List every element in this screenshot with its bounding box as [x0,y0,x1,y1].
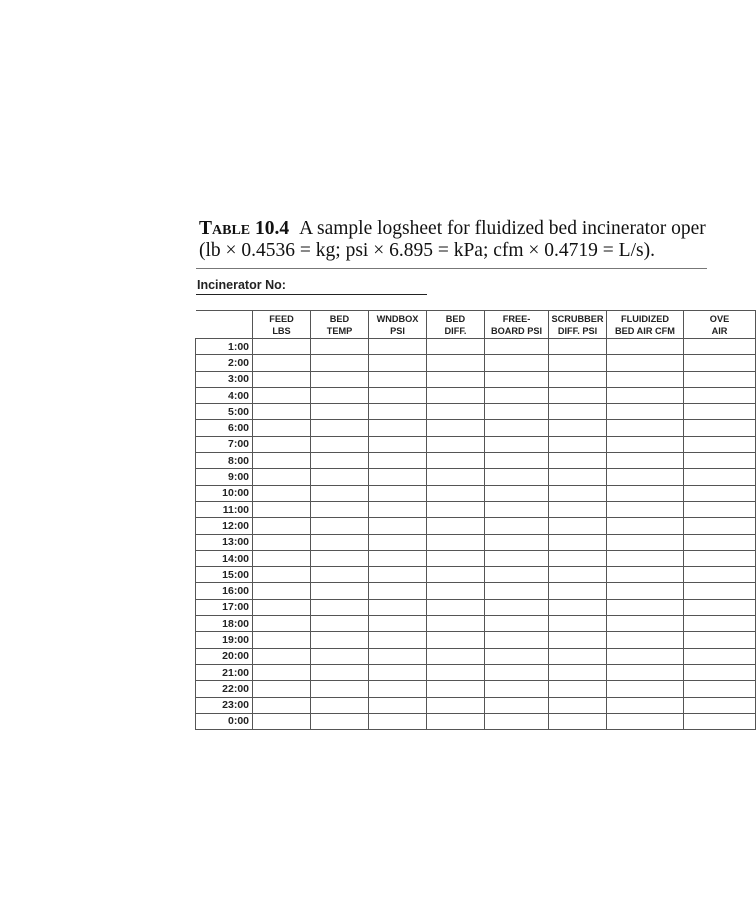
entry-cell[interactable] [485,387,549,403]
entry-cell[interactable] [549,632,607,648]
entry-cell[interactable] [427,681,485,697]
caption-line-1 [199,218,719,240]
entry-cell[interactable] [427,616,485,632]
entry-cell[interactable] [684,616,756,632]
entry-cell[interactable] [253,583,311,599]
entry-cell[interactable] [485,697,549,713]
entry-cell[interactable] [549,681,607,697]
entry-cell[interactable] [684,420,756,436]
time-cell: 12:00 [196,518,253,534]
entry-cell[interactable] [253,501,311,517]
entry-cell[interactable] [427,355,485,371]
column-header-line-2: DIFF. PSI [557,325,598,336]
table-row [196,404,756,420]
entry-cell[interactable] [485,404,549,420]
time-cell: 1:00 [196,339,253,355]
time-cell: 15:00 [196,567,253,583]
table-row [196,387,756,403]
entry-cell[interactable] [684,404,756,420]
entry-cell[interactable] [607,632,684,648]
entry-cell[interactable] [684,485,756,501]
column-header-line-2: PSI [390,325,405,336]
entry-cell[interactable] [607,501,684,517]
table-row [196,632,756,648]
entry-cell[interactable] [253,550,311,566]
column-header-line-2: BED AIR CFM [615,325,675,336]
entry-cell[interactable] [369,371,427,387]
entry-cell[interactable] [311,664,369,680]
entry-cell[interactable] [607,681,684,697]
entry-cell[interactable] [427,664,485,680]
time-cell: 11:00 [196,501,253,517]
column-header-line-1: FLUIDIZED [621,313,669,324]
entry-cell[interactable] [485,648,549,664]
incinerator-number-field[interactable] [196,294,427,295]
entry-cell[interactable] [311,469,369,485]
entry-cell[interactable] [607,371,684,387]
column-header [253,311,311,339]
entry-cell[interactable] [684,567,756,583]
entry-cell[interactable] [607,453,684,469]
entry-cell[interactable] [253,648,311,664]
entry-cell[interactable] [253,713,311,729]
entry-cell[interactable] [485,534,549,550]
entry-cell[interactable] [311,599,369,615]
table-row [196,420,756,436]
entry-cell[interactable] [485,681,549,697]
column-header [549,311,607,339]
entry-cell[interactable] [311,648,369,664]
entry-cell[interactable] [684,534,756,550]
entry-cell[interactable] [607,355,684,371]
entry-cell[interactable] [485,501,549,517]
entry-cell[interactable] [427,697,485,713]
entry-cell[interactable] [485,567,549,583]
entry-cell[interactable] [369,648,427,664]
entry-cell[interactable] [607,599,684,615]
table-row [196,485,756,501]
entry-cell[interactable] [549,501,607,517]
time-cell: 7:00 [196,436,253,452]
entry-cell[interactable] [427,339,485,355]
entry-cell[interactable] [549,583,607,599]
entry-cell[interactable] [427,567,485,583]
entry-cell[interactable] [607,697,684,713]
entry-cell[interactable] [549,599,607,615]
column-header-line-2: BOARD PSI [490,325,543,336]
column-header [607,311,684,339]
entry-cell[interactable] [549,616,607,632]
entry-cell[interactable] [253,485,311,501]
entry-cell[interactable] [427,404,485,420]
entry-cell[interactable] [549,469,607,485]
time-cell: 22:00 [196,681,253,697]
entry-cell[interactable] [549,518,607,534]
time-cell: 2:00 [196,355,253,371]
entry-cell[interactable] [607,567,684,583]
table-row [196,681,756,697]
entry-cell[interactable] [369,599,427,615]
entry-cell[interactable] [549,697,607,713]
table-row [196,616,756,632]
entry-cell[interactable] [369,436,427,452]
entry-cell[interactable] [684,387,756,403]
entry-cell[interactable] [549,713,607,729]
entry-cell[interactable] [311,387,369,403]
table-row [196,534,756,550]
entry-cell[interactable] [253,453,311,469]
column-header-line-2: DIFF. [444,325,467,336]
time-cell: 10:00 [196,485,253,501]
table-header-row [196,311,756,339]
entry-cell[interactable] [311,436,369,452]
caption-title: A sample logsheet for fluidized bed incinerator oper [299,218,706,239]
entry-cell[interactable] [369,469,427,485]
entry-cell[interactable] [684,599,756,615]
entry-cell[interactable] [607,550,684,566]
table-row [196,550,756,566]
entry-cell[interactable] [253,567,311,583]
entry-cell[interactable] [485,616,549,632]
entry-cell[interactable] [311,339,369,355]
time-cell: 20:00 [196,648,253,664]
entry-cell[interactable] [607,339,684,355]
entry-cell[interactable] [485,469,549,485]
entry-cell[interactable] [369,567,427,583]
entry-cell[interactable] [311,583,369,599]
time-cell: 6:00 [196,420,253,436]
time-cell: 8:00 [196,453,253,469]
caption-line-2: (lb × 0.4536 = kg; psi × 6.895 = kPa; cfm × 0.4719 = L/s). [199,240,655,261]
entry-cell[interactable] [485,339,549,355]
entry-cell[interactable] [311,632,369,648]
entry-cell[interactable] [369,501,427,517]
entry-cell[interactable] [684,648,756,664]
table-row [196,567,756,583]
entry-cell[interactable] [485,518,549,534]
table-label: Table 10.4 [199,218,290,239]
entry-cell[interactable] [427,518,485,534]
entry-cell[interactable] [485,632,549,648]
entry-cell[interactable] [549,534,607,550]
entry-cell[interactable] [253,534,311,550]
logsheet-table [195,310,756,730]
entry-cell[interactable] [607,420,684,436]
entry-cell[interactable] [684,355,756,371]
entry-cell[interactable] [684,501,756,517]
entry-cell[interactable] [427,453,485,469]
entry-cell[interactable] [311,697,369,713]
entry-cell[interactable] [253,404,311,420]
entry-cell[interactable] [684,713,756,729]
table-row [196,697,756,713]
entry-cell[interactable] [684,664,756,680]
entry-cell[interactable] [369,453,427,469]
column-header-line-1: WNDBOX [376,313,419,324]
entry-cell[interactable] [549,387,607,403]
time-cell: 4:00 [196,387,253,403]
entry-cell[interactable] [369,339,427,355]
time-column-header [196,311,253,339]
entry-cell[interactable] [485,453,549,469]
entry-cell[interactable] [311,518,369,534]
entry-cell[interactable] [253,387,311,403]
entry-cell[interactable] [607,387,684,403]
table-row [196,583,756,599]
entry-cell[interactable] [485,355,549,371]
table-row [196,453,756,469]
entry-cell[interactable] [369,420,427,436]
entry-cell[interactable] [485,599,549,615]
entry-cell[interactable] [253,469,311,485]
entry-cell[interactable] [684,681,756,697]
incinerator-number-label: Incinerator No: [197,278,286,292]
entry-cell[interactable] [684,469,756,485]
entry-cell[interactable] [427,583,485,599]
entry-cell[interactable] [369,664,427,680]
entry-cell[interactable] [607,616,684,632]
table-caption [199,218,719,262]
table-body [196,339,756,730]
table-row [196,599,756,615]
entry-cell[interactable] [684,697,756,713]
column-header [427,311,485,339]
entry-cell[interactable] [549,420,607,436]
entry-cell[interactable] [485,485,549,501]
logsheet-table-wrapper [195,310,730,730]
table-row [196,518,756,534]
entry-cell[interactable] [369,355,427,371]
caption-rule [196,268,707,269]
column-header-line-2: AIR [711,325,728,336]
entry-cell[interactable] [485,550,549,566]
entry-cell[interactable] [369,616,427,632]
entry-cell[interactable] [549,485,607,501]
entry-cell[interactable] [427,469,485,485]
entry-cell[interactable] [607,583,684,599]
entry-cell[interactable] [549,339,607,355]
entry-cell[interactable] [369,518,427,534]
entry-cell[interactable] [549,550,607,566]
entry-cell[interactable] [549,664,607,680]
entry-cell[interactable] [549,436,607,452]
table-row [196,371,756,387]
entry-cell[interactable] [607,534,684,550]
entry-cell[interactable] [253,664,311,680]
column-header [485,311,549,339]
entry-cell[interactable] [607,485,684,501]
entry-cell[interactable] [607,648,684,664]
entry-cell[interactable] [549,404,607,420]
entry-cell[interactable] [253,632,311,648]
entry-cell[interactable] [607,664,684,680]
entry-cell[interactable] [549,371,607,387]
table-row [196,713,756,729]
entry-cell[interactable] [311,534,369,550]
entry-cell[interactable] [427,550,485,566]
entry-cell[interactable] [311,550,369,566]
entry-cell[interactable] [253,599,311,615]
entry-cell[interactable] [253,371,311,387]
column-header [684,311,756,339]
entry-cell[interactable] [427,648,485,664]
column-header-line-1: OVE [709,313,730,324]
entry-cell[interactable] [485,664,549,680]
table-row [196,469,756,485]
entry-cell[interactable] [311,567,369,583]
entry-cell[interactable] [684,453,756,469]
table-row [196,436,756,452]
time-cell: 9:00 [196,469,253,485]
entry-cell[interactable] [607,518,684,534]
time-cell: 21:00 [196,664,253,680]
entry-cell[interactable] [369,387,427,403]
entry-cell[interactable] [369,404,427,420]
entry-cell[interactable] [427,713,485,729]
time-cell: 19:00 [196,632,253,648]
column-header-line-2: TEMP [326,325,353,336]
time-cell: 5:00 [196,404,253,420]
entry-cell[interactable] [427,485,485,501]
entry-cell[interactable] [311,404,369,420]
column-header-line-2: LBS [272,325,291,336]
table-row [196,339,756,355]
entry-cell[interactable] [369,485,427,501]
entry-cell[interactable] [253,616,311,632]
entry-cell[interactable] [427,387,485,403]
entry-cell[interactable] [311,681,369,697]
entry-cell[interactable] [369,534,427,550]
entry-cell[interactable] [549,355,607,371]
entry-cell[interactable] [485,371,549,387]
time-cell: 0:00 [196,713,253,729]
entry-cell[interactable] [369,632,427,648]
entry-cell[interactable] [311,713,369,729]
table-row [196,355,756,371]
time-cell: 13:00 [196,534,253,550]
column-header [311,311,369,339]
entry-cell[interactable] [607,436,684,452]
entry-cell[interactable] [684,518,756,534]
column-header-line-1: BED [329,313,350,324]
entry-cell[interactable] [311,501,369,517]
entry-cell[interactable] [369,713,427,729]
entry-cell[interactable] [684,583,756,599]
entry-cell[interactable] [369,681,427,697]
entry-cell[interactable] [684,436,756,452]
column-header-line-1: FREE- [502,313,531,324]
entry-cell[interactable] [369,697,427,713]
time-cell: 18:00 [196,616,253,632]
entry-cell[interactable] [311,371,369,387]
time-cell: 14:00 [196,550,253,566]
entry-cell[interactable] [311,485,369,501]
entry-cell[interactable] [427,436,485,452]
entry-cell[interactable] [607,713,684,729]
time-cell: 16:00 [196,583,253,599]
time-cell: 3:00 [196,371,253,387]
time-cell: 23:00 [196,697,253,713]
entry-cell[interactable] [311,616,369,632]
entry-cell[interactable] [684,550,756,566]
entry-cell[interactable] [485,713,549,729]
entry-cell[interactable] [427,371,485,387]
table-row [196,501,756,517]
entry-cell[interactable] [485,436,549,452]
table-row [196,648,756,664]
entry-cell[interactable] [427,501,485,517]
entry-cell[interactable] [253,436,311,452]
entry-cell[interactable] [427,632,485,648]
entry-cell[interactable] [684,371,756,387]
entry-cell[interactable] [607,469,684,485]
entry-cell[interactable] [369,583,427,599]
entry-cell[interactable] [485,420,549,436]
entry-cell[interactable] [253,518,311,534]
column-header [369,311,427,339]
entry-cell[interactable] [253,681,311,697]
time-cell: 17:00 [196,599,253,615]
entry-cell[interactable] [427,420,485,436]
entry-cell[interactable] [684,632,756,648]
entry-cell[interactable] [549,648,607,664]
entry-cell[interactable] [311,420,369,436]
column-header-line-1: FEED [269,313,294,324]
entry-cell[interactable] [549,567,607,583]
entry-cell[interactable] [369,550,427,566]
column-header-line-1: SCRUBBER [551,313,604,324]
entry-cell[interactable] [253,355,311,371]
entry-cell[interactable] [253,697,311,713]
entry-cell[interactable] [311,355,369,371]
entry-cell[interactable] [485,583,549,599]
entry-cell[interactable] [253,420,311,436]
entry-cell[interactable] [311,453,369,469]
entry-cell[interactable] [684,339,756,355]
entry-cell[interactable] [427,599,485,615]
entry-cell[interactable] [427,534,485,550]
table-row [196,664,756,680]
entry-cell[interactable] [549,453,607,469]
entry-cell[interactable] [253,339,311,355]
column-header-line-1: BED [445,313,466,324]
entry-cell[interactable] [607,404,684,420]
